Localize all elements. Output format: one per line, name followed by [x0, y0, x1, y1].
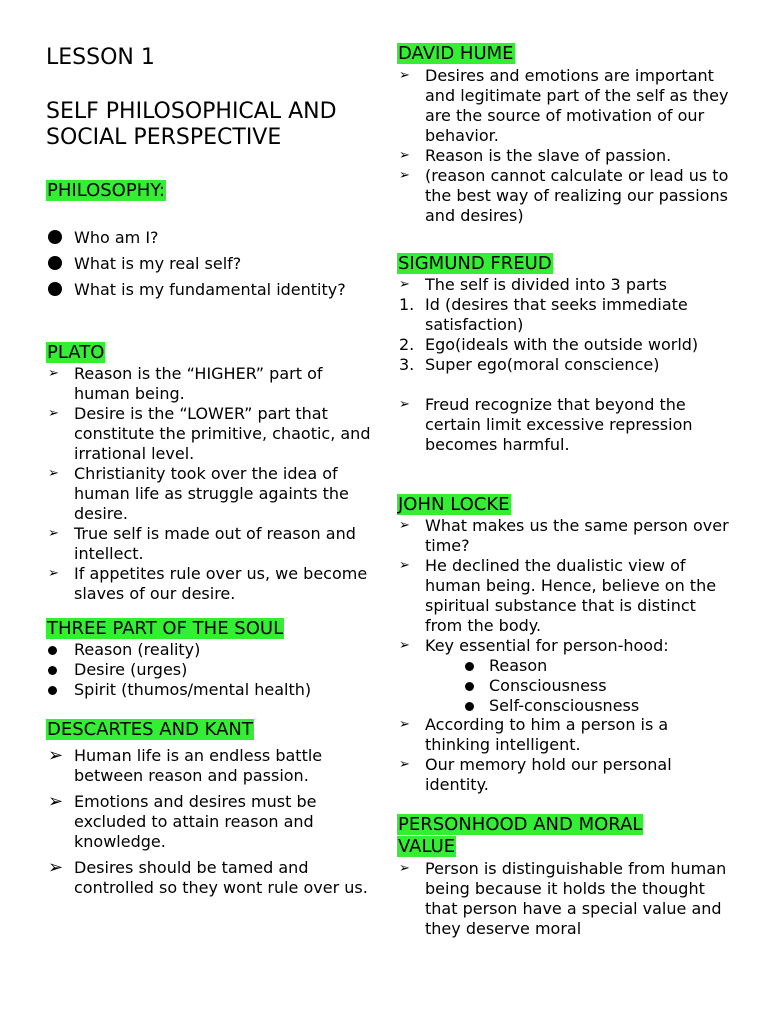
list-item: Desire (urges) [46, 660, 372, 680]
arrow-bullet-icon: ➢ [399, 757, 410, 772]
arrow-bullet-icon: ➢ [48, 791, 64, 812]
black-dot-icon [48, 254, 68, 275]
list-item: ➢ (reason cannot calculate or lead us to the best way of realizing our passions and desires) [399, 166, 729, 225]
descartes-kant-heading: DESCARTES AND KANT [47, 719, 253, 740]
black-dot-icon [48, 680, 68, 700]
freud-list [397, 275, 737, 455]
soul-list [46, 640, 372, 700]
list-item: ➢ Freud recognize that beyond the certain limit excessive repression becomes harmful. [399, 395, 693, 454]
three-part-soul-heading: THREE PART OF THE SOUL [47, 618, 284, 639]
personhood-list [397, 859, 737, 939]
locke-list [397, 516, 737, 656]
list-item: ➢ Person is distinguishable from human being because it holds the thought that person have a special value and they deserve moral [399, 859, 727, 938]
list-item: ➢ True self is made out of reason and intellect. [48, 524, 356, 563]
arrow-bullet-icon: ➢ [48, 526, 59, 541]
list-item: ➢ Christianity took over the idea of human life as struggle againts the desire. [48, 464, 349, 523]
list-item: ➢ Emotions and desires must be excluded to attain reason and knowledge. [48, 791, 317, 851]
black-dot-icon [48, 640, 68, 660]
arrow-bullet-icon: ➢ [399, 397, 410, 412]
black-dot-icon [465, 696, 485, 716]
list-item: ➢ According to him a person is a thinking intelligent. [399, 715, 669, 754]
list-item: ➢ The self is divided into 3 parts [399, 275, 667, 294]
black-dot-icon [48, 228, 68, 249]
list-item: ➢ Desires should be tamed and controlled so they wont rule over us. [48, 857, 368, 897]
locke-sub-list [397, 656, 737, 716]
lesson-title: LESSON 1 [46, 45, 155, 70]
personhood-heading: PERSONHOOD AND MORAL VALUE [398, 814, 643, 857]
arrow-bullet-icon: ➢ [399, 148, 410, 163]
list-item: ➢ Key essential for person-hood: [399, 636, 669, 655]
list-item: What is my fundamental identity? [46, 280, 372, 300]
hume-list [397, 66, 737, 226]
arrow-bullet-icon: ➢ [48, 857, 64, 878]
list-item: What is my real self? [46, 254, 372, 274]
list-item: ➢ Our memory hold our personal identity. [399, 755, 672, 794]
arrow-bullet-icon: ➢ [399, 168, 410, 183]
black-dot-icon [48, 280, 68, 301]
john-locke-heading: JOHN LOCKE [398, 494, 510, 515]
philosophy-heading: PHILOSOPHY: [47, 180, 165, 201]
numbered-item: 2. Ego(ideals with the outside world) [399, 335, 699, 354]
list-item: Reason (reality) [46, 640, 372, 660]
list-item: ➢ Desire is the “LOWER” part that constitute the primitive, chaotic, and irrational level. [48, 404, 371, 463]
main-title-line-2: SOCIAL PERSPECTIVE [46, 125, 282, 150]
black-dot-icon [465, 656, 485, 676]
main-title-line-1: SELF PHILOSOPHICAL AND [46, 99, 337, 124]
plato-heading: PLATO [47, 342, 105, 363]
arrow-bullet-icon: ➢ [399, 558, 410, 573]
main-title [46, 99, 337, 151]
list-item: Spirit (thumos/mental health) [46, 680, 372, 700]
black-dot-icon [465, 676, 485, 696]
arrow-bullet-icon: ➢ [48, 406, 59, 421]
list-item: ➢ He declined the dualistic view of human being. Hence, believe on the spiritual substance that is distinct from the body. [399, 556, 717, 635]
spacer [397, 375, 737, 395]
list-item: Reason [397, 656, 737, 676]
arrow-bullet-icon: ➢ [399, 861, 410, 876]
arrow-bullet-icon: ➢ [399, 518, 410, 533]
sigmund-freud-heading: SIGMUND FREUD [398, 253, 552, 274]
plato-list [46, 364, 372, 604]
arrow-bullet-icon: ➢ [48, 466, 59, 481]
numbered-item: 1. Id (desires that seeks immediate satisfaction) [399, 295, 688, 334]
descartes-list [46, 746, 372, 898]
locke-list-2 [397, 715, 737, 795]
arrow-bullet-icon: ➢ [399, 717, 410, 732]
arrow-bullet-icon: ➢ [48, 566, 59, 581]
arrow-bullet-icon: ➢ [399, 277, 410, 292]
list-item: ➢ Reason is the slave of passion. [399, 146, 672, 165]
numbered-item: 3. Super ego(moral conscience) [399, 355, 660, 374]
david-hume-heading: DAVID HUME [398, 43, 514, 64]
list-item: ➢ Reason is the “HIGHER” part of human being. [48, 364, 323, 403]
list-item: ➢ Desires and emotions are important and legitimate part of the self as they are the source of motivation of our behavior. [399, 66, 729, 145]
arrow-bullet-icon: ➢ [48, 745, 64, 766]
list-item: Self-consciousness [397, 696, 737, 716]
arrow-bullet-icon: ➢ [48, 366, 59, 381]
arrow-bullet-icon: ➢ [399, 68, 410, 83]
list-item: ➢ What makes us the same person over time? [399, 516, 729, 555]
list-item: ➢ If appetites rule over us, we become slaves of our desire. [48, 564, 368, 603]
list-item: Who am I? [46, 228, 372, 248]
list-item: Consciousness [397, 676, 737, 696]
list-item: ➢ Human life is an endless battle between reason and passion. [48, 745, 323, 785]
philosophy-list [46, 228, 372, 300]
black-dot-icon [48, 660, 68, 680]
arrow-bullet-icon: ➢ [399, 638, 410, 653]
